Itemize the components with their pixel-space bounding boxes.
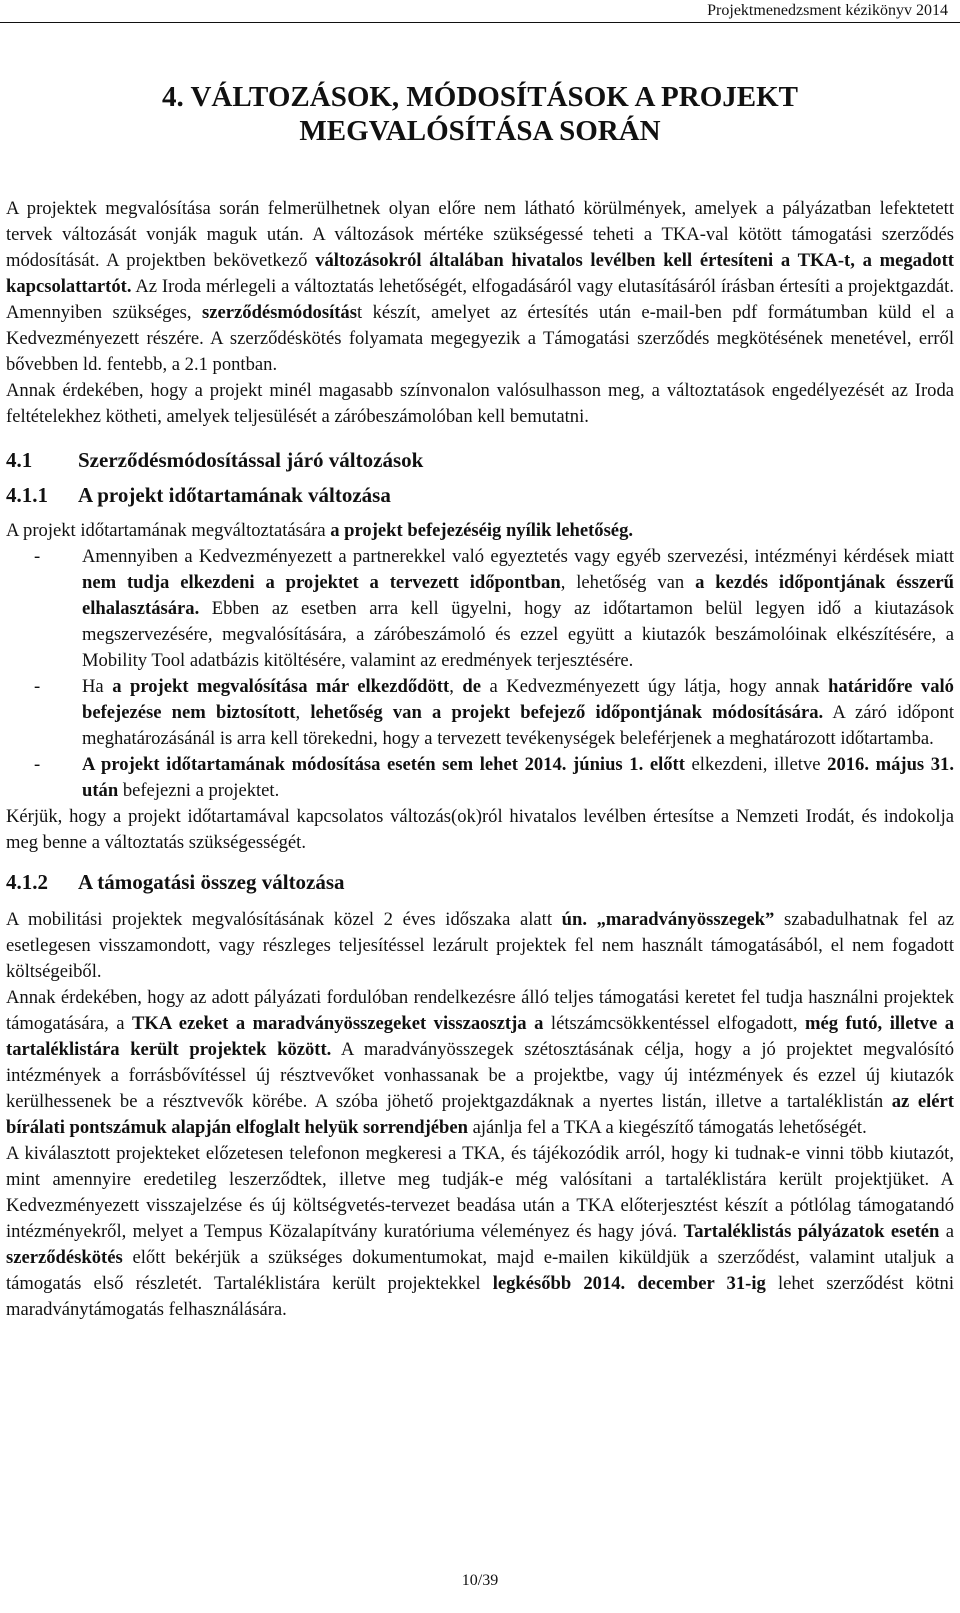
running-header: Projektmenedzsment kézikönyv 2014: [707, 2, 948, 19]
section-title: A projekt időtartamának változása: [78, 483, 391, 507]
section-4-1-1-heading: [6, 483, 954, 508]
header-rule: [0, 22, 960, 23]
section-4-1-2-paragraph-1: A mobilitási projektek megvalósításának közel 2 éves időszaka alatt ún. „maradványösszegek” szabadulhatnak fel az esetlegesen visszamondott, vagy részleges teljesítéssel lezárult projektek fel nem használt támogatásából, el nem fogadott költségeiből.: [6, 909, 954, 982]
section-number: 4.1: [6, 448, 33, 472]
chapter-title: [6, 80, 954, 148]
page-content: [6, 80, 954, 1323]
list-item: - Amennyiben a Kedvezményezett a partnerekkel való egyeztetés vagy egyéb szervezési, intézményi kérdések miatt nem tudja elkezdeni a projektet a tervezett időpontban, lehetőség van a kezdés időpontjának ésszerű elhalasztására. Ebben az esetben arra kell ügyelni, hogy az időtartamon belül legyen idő a kiutazások megszervezésére, megvalósítására, a záróbeszámoló és ezzel együtt a kiutazók beszámolóinak elkészítésére, a Mobility Tool adatbázis kitöltésére, valamint az eredmények terjesztésére.: [34, 546, 954, 671]
list-item: - A projekt időtartamának módosítása esetén sem lehet 2014. június 1. előtt elkezdeni, illetve 2016. május 31. után befejezni a projektet.: [34, 754, 955, 801]
intro-paragraph: A projektek megvalósítása során felmerülhetnek olyan előre nem látható körülmények, amelyek a pályázatban lefektetett tervek változását vonják maguk után. A változások mértéke szükségessé teheti a TKA-val kötött támogatási szerződés módosítását. A projektben bekövetkező változásokról általában hivatalos levélben kell értesíteni a TKA-t, a megadott kapcsolattartót. Az Iroda mérlegeli a változtatás lehetőségét, elfogadásáról vagy elutasításáról írásban értesíti a projektgazdát. Amennyiben szükséges, szerződésmódosítást készít, amelyet az értesítés után e-mail-ben pdf formátumban küld el a Kedvezményezett részére. A szerződéskötés folyamata megegyezik a Támogatási szerződés megkötésének menetével, erről bővebben ld. fentebb, a 2.1 pontban.: [6, 198, 954, 375]
page-number: 10/39: [461, 1572, 499, 1589]
intro-paragraph-2: Annak érdekében, hogy a projekt minél magasabb színvonalon valósulhasson meg, a változtatások engedélyezését az Iroda feltételekhez kötheti, amelyek teljesülését a záróbeszámolóban kell bemutatni.: [6, 380, 954, 427]
section-4-1-heading: [6, 448, 954, 473]
section-4-1-1-lead: A projekt időtartamának megváltoztatására a projekt befejezéséig nyílik lehetőség.: [6, 520, 634, 541]
section-4-1-2-paragraph-3: A kiválasztott projekteket előzetesen telefonon megkeresi a TKA, és tájékozódik arról, hogy ki tudnak-e vinni több kiutazót, mint amennyire eredetileg leszerződtek, illetve meg tudják-e még valósítani a tartaléklistára került projektjüket. A Kedvezményezett visszajelzése és új költségvetés-tervezet beadása után a TKA előterjesztést készít a pótlólag támogatandó intézményekről, melyet a Tempus Közalapítvány kuratóriuma véleményez és hagy jóvá. Tartaléklistás pályázatok esetén a szerződéskötés előtt bekérjük a szükséges dokumentumokat, majd e-mailen kiküldjük a szerződést, valamint utaljuk a támogatás első részletét. Tartaléklistára került projektekkel legkésőbb 2014. december 31-ig lehet szerződést kötni maradványtámogatás felhasználására.: [6, 1143, 955, 1320]
duration-change-list: [6, 544, 954, 804]
section-title: Szerződésmódosítással járó változások: [78, 448, 424, 472]
chapter-title-line2: MEGVALÓSÍTÁSA SORÁN: [299, 115, 661, 147]
section-number: 4.1.2: [6, 870, 48, 894]
section-number: 4.1.1: [6, 483, 48, 507]
section-4-1-2-heading: [6, 870, 954, 895]
section-4-1-1-closing: Kérjük, hogy a projekt időtartamával kapcsolatos változás(ok)ról hivatalos levélben értesítse a Nemzeti Irodát, és indokolja meg benne a változtatás szükségességét.: [6, 806, 954, 853]
section-title: A támogatási összeg változása: [78, 870, 345, 894]
chapter-title-line1: 4. VÁLTOZÁSOK, MÓDOSÍTÁSOK A PROJEKT: [161, 81, 799, 113]
list-item: - Ha a projekt megvalósítása már elkezdődött, de a Kedvezményezett úgy látja, hogy annak határidőre való befejezése nem biztosított, lehetőség van a projekt befejező időpontjának módosítására. A záró időpont meghatározásánál is arra kell törekedni, hogy a tervezett tevékenységek beleférjenek a meghatározott időtartamba.: [34, 676, 954, 749]
section-4-1-2-paragraph-2: Annak érdekében, hogy az adott pályázati fordulóban rendelkezésre álló teljes támogatási keretet fel tudja használni projektek támogatására, a TKA ezeket a maradványösszegeket visszaosztja a létszámcsökkentéssel elfogadott, még futó, illetve a tartaléklistára került projektek között. A maradványösszegek szétosztásának célja, hogy a jó projektet megvalósító intézmények a forrásbővítéssel új résztvevőket vonhassanak be a projektbe, vagy új intézmények és ezzel új kiutazók kerülhessenek be a résztvevők körébe. A szóba jöhető projektgazdáknak a nyertes listán, illetve a tartaléklistán az elért bírálati pontszámuk alapján elfoglalt helyük sorrendjében ajánlja fel a TKA a kiegészítő támogatás lehetőségét.: [6, 987, 954, 1138]
